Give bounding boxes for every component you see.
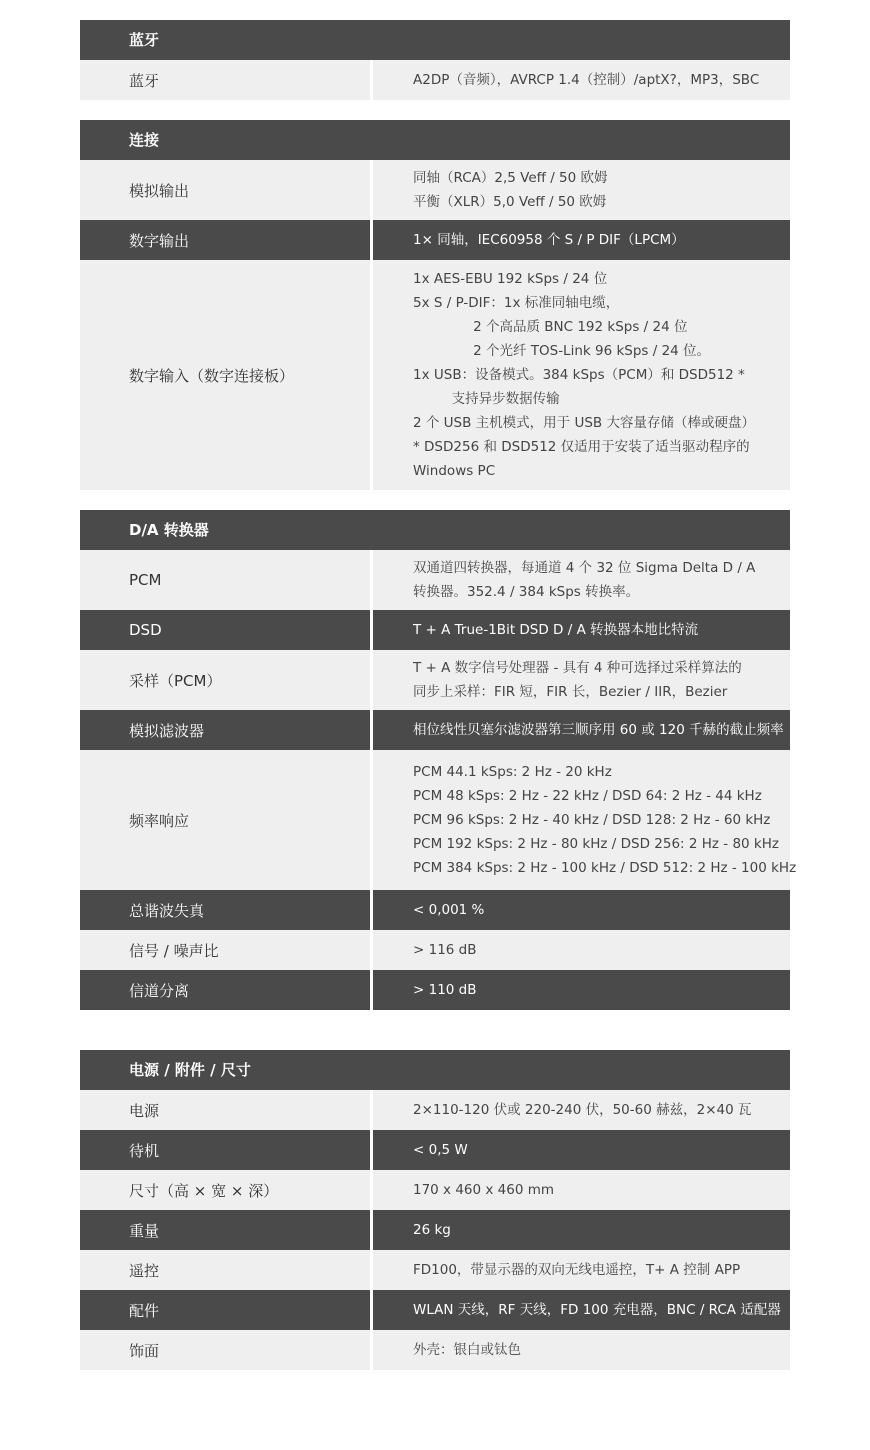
spec-label: 饰面 (129, 1341, 160, 1360)
spec-row (80, 1170, 790, 1210)
spec-label: 遥控 (129, 1261, 160, 1280)
spec-row (80, 220, 790, 260)
spec-label: 频率响应 (129, 811, 190, 830)
spec-label: 总谐波失真 (129, 901, 205, 920)
spec-value (370, 1130, 790, 1170)
spec-value (370, 1210, 790, 1250)
spec-value-line: Windows PC (413, 463, 496, 479)
spec-value-line: 1x AES-EBU 192 kSps / 24 位 (413, 271, 608, 287)
spec-label: 模拟滤波器 (129, 721, 205, 740)
spec-value-line: 2 个 USB 主机模式，用于 USB 大容量存储（棒或硬盘） (413, 415, 755, 431)
spec-row (80, 970, 790, 1010)
spec-value-line: 170 x 460 x 460 mm (413, 1182, 555, 1198)
spec-value-line: > 116 dB (413, 942, 477, 958)
spec-value-line: 转换器。352.4 / 384 kSps 转换率。 (413, 584, 640, 600)
spec-value (370, 160, 790, 220)
spec-row (80, 890, 790, 930)
spec-value-line: 2 个高品质 BNC 192 kSps / 24 位 (413, 319, 688, 335)
spec-label: 蓝牙 (129, 71, 160, 90)
spec-label: 采样（PCM） (129, 671, 222, 690)
spec-value (370, 930, 790, 970)
spec-value (370, 220, 790, 260)
spec-row (80, 710, 790, 750)
spec-row (80, 1250, 790, 1290)
spec-row (80, 930, 790, 970)
spec-value-line: 相位线性贝塞尔滤波器第三顺序用 60 或 120 千赫的截止频率 (413, 722, 784, 738)
spec-value (370, 260, 790, 490)
spec-label: 模拟输出 (129, 181, 190, 200)
spec-value-line: 2×110-120 伏或 220-240 伏，50-60 赫兹，2×40 瓦 (413, 1102, 752, 1118)
spec-row (80, 1330, 790, 1370)
spec-value-line: A2DP（音频），AVRCP 1.4（控制）/aptX?，MP3，SBC (413, 72, 760, 88)
spec-value-line: * DSD256 和 DSD512 仅适用于安装了适当驱动程序的 (413, 439, 750, 455)
spec-value-line: < 0,5 W (413, 1142, 468, 1158)
spec-label: 信号 / 噪声比 (129, 941, 219, 960)
spec-value-line: 1× 同轴，IEC60958 个 S / P DIF（LPCM） (413, 232, 685, 248)
spec-value-line: 同步上采样：FIR 短，FIR 长，Bezier / IIR，Bezier (413, 684, 728, 700)
spec-label: 数字输出 (129, 231, 190, 250)
spec-section-2 (80, 510, 797, 1010)
spec-row (80, 650, 790, 710)
spec-row (80, 60, 790, 100)
spec-section-1 (80, 120, 790, 490)
spec-value (370, 650, 790, 710)
spec-row (80, 550, 790, 610)
spec-row (80, 1130, 790, 1170)
spec-value-line: 2 个光纤 TOS-Link 96 kSps / 24 位。 (413, 343, 711, 359)
spec-label: PCM (129, 571, 162, 589)
spec-value (370, 1090, 790, 1130)
spec-value (370, 1290, 790, 1330)
spec-value-line: 双通道四转换器，每通道 4 个 32 位 Sigma Delta D / A (413, 560, 756, 576)
section-title: D/A 转换器 (80, 510, 790, 550)
spec-value-line: FD100，带显示器的双向无线电遥控，T+ A 控制 APP (413, 1262, 741, 1278)
spec-label: 尺寸（高 × 宽 × 深） (129, 1181, 279, 1200)
section-title: 蓝牙 (80, 20, 790, 60)
spec-value (370, 610, 790, 650)
spec-value-line: PCM 44.1 kSps: 2 Hz - 20 kHz (413, 764, 612, 780)
spec-value-line: > 110 dB (413, 982, 477, 998)
spec-value (370, 1250, 790, 1290)
spec-value (370, 1330, 790, 1370)
spec-value-line: PCM 48 kSps: 2 Hz - 22 kHz / DSD 64: 2 Hz - 44 kHz (413, 788, 762, 804)
spec-label: 重量 (129, 1221, 160, 1240)
spec-value (370, 1170, 790, 1210)
spec-label: 数字输入（数字连接板） (129, 366, 295, 385)
spec-value (370, 750, 796, 890)
spec-value (370, 550, 790, 610)
spec-value-line: T + A 数字信号处理器 - 具有 4 种可选择过采样算法的 (413, 660, 742, 676)
spec-value-line: < 0,001 % (413, 902, 485, 918)
spec-value-line: 26 kg (413, 1222, 451, 1238)
spec-row (80, 1090, 790, 1130)
spec-value-line: PCM 192 kSps: 2 Hz - 80 kHz / DSD 256: 2 Hz - 80 kHz (413, 836, 779, 852)
spec-row (80, 1290, 790, 1330)
spec-value-line: PCM 384 kSps: 2 Hz - 100 kHz / DSD 512: 2 Hz - 100 kHz (413, 860, 797, 876)
spec-value-line: WLAN 天线，RF 天线，FD 100 充电器，BNC / RCA 适配器 (413, 1302, 781, 1318)
spec-value-line: 支持异步数据传输 (413, 391, 560, 407)
spec-value (370, 60, 790, 100)
spec-row (80, 160, 790, 220)
spec-row (80, 610, 790, 650)
section-title: 连接 (80, 120, 790, 160)
spec-label: 信道分离 (129, 981, 190, 1000)
spec-section-0 (80, 20, 790, 100)
spec-label: 待机 (129, 1141, 160, 1160)
spec-section-3 (80, 1050, 790, 1370)
spec-value (370, 890, 790, 930)
spec-label: 配件 (129, 1301, 160, 1320)
spec-label: DSD (129, 621, 162, 639)
spec-value-line: PCM 96 kSps: 2 Hz - 40 kHz / DSD 128: 2 Hz - 60 kHz (413, 812, 771, 828)
spec-row (80, 260, 790, 490)
spec-value-line: 平衡（XLR）5,0 Veff / 50 欧姆 (413, 194, 607, 210)
spec-label: 电源 (129, 1101, 160, 1120)
section-title: 电源 / 附件 / 尺寸 (80, 1050, 790, 1090)
spec-value-line: 1x USB：设备模式。384 kSps（PCM）和 DSD512 * (413, 367, 745, 383)
spec-value (370, 710, 790, 750)
spec-row (80, 1210, 790, 1250)
spec-value-line: 同轴（RCA）2,5 Veff / 50 欧姆 (413, 170, 608, 186)
spec-value-line: 5x S / P-DIF：1x 标准同轴电缆， (413, 295, 620, 311)
spec-value-line: 外壳：银白或钛色 (413, 1342, 521, 1358)
spec-value-line: T + A True-1Bit DSD D / A 转换器本地比特流 (413, 622, 699, 638)
spec-value (370, 970, 790, 1010)
spec-row (80, 750, 797, 890)
